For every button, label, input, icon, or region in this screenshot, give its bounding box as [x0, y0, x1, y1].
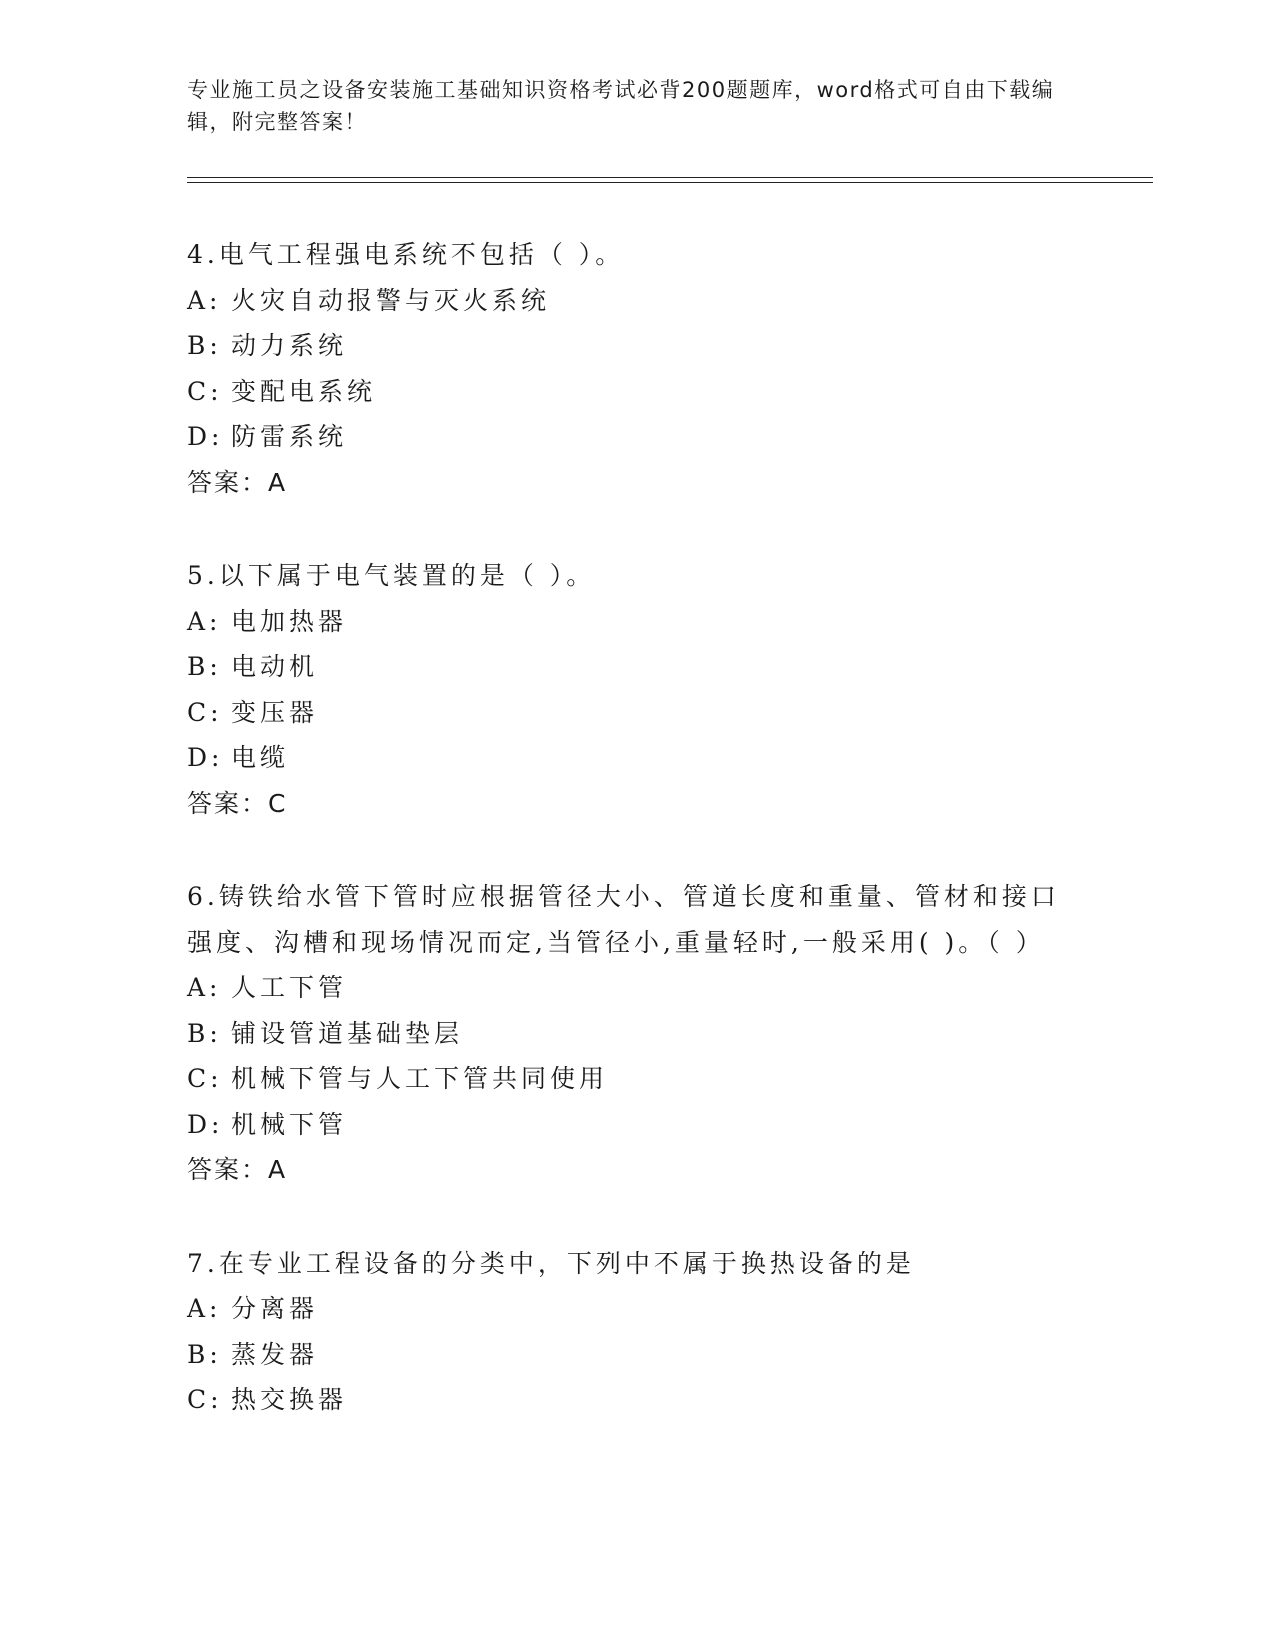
option-text: 热交换器 [231, 1385, 348, 1414]
option-letter: D: [187, 422, 224, 451]
option-letter: B: [187, 1018, 222, 1048]
option-letter: A: [187, 285, 222, 315]
option-a [187, 965, 1067, 1011]
option-letter: B: [187, 331, 222, 360]
option-text: 铺设管道基础垫层 [231, 1018, 464, 1048]
option-letter: D: [187, 743, 224, 772]
option-c [187, 369, 1067, 415]
option-text: 电加热器 [231, 606, 348, 636]
question-item [187, 553, 1067, 826]
question-text: 6.铸铁给水管下管时应根据管径大小、管道长度和重量、管材和接口强度、沟槽和现场情况而定,当管径小,重量轻时,一般采用( )。（ ） [187, 882, 1060, 957]
option-letter: A: [187, 1294, 222, 1323]
header-rule-bottom [187, 182, 1153, 183]
option-a [187, 1286, 1067, 1332]
option-d [187, 735, 1067, 781]
option-letter: C: [187, 1385, 223, 1414]
option-d [187, 1102, 1067, 1148]
option-letter: C: [187, 697, 223, 727]
question-item [187, 1241, 1067, 1423]
option-text: 蒸发器 [231, 1339, 319, 1369]
option-text: 电缆 [231, 743, 290, 772]
option-c [187, 1377, 1067, 1423]
option-b [187, 1332, 1067, 1378]
option-b [187, 1011, 1067, 1057]
question-text: 4.电气工程强电系统不包括（ ）。 [187, 240, 625, 269]
option-text: 火灾自动报警与灭火系统 [231, 285, 551, 315]
option-a [187, 278, 1067, 324]
option-c [187, 1056, 1067, 1102]
option-b [187, 644, 1067, 690]
question-list [187, 232, 1067, 1471]
option-letter: A: [187, 973, 222, 1002]
option-text: 变配电系统 [231, 376, 377, 406]
answer-line: 答案：A [187, 467, 288, 497]
answer-line: 答案：A [187, 1155, 288, 1184]
option-text: 变压器 [231, 697, 319, 727]
answer-line: 答案：C [187, 788, 288, 818]
question-text: 7.在专业工程设备的分类中，下列中不属于换热设备的是 [187, 1248, 915, 1278]
option-text: 机械下管 [231, 1109, 348, 1139]
option-letter: C: [187, 376, 223, 406]
option-b [187, 323, 1067, 369]
option-letter: A: [187, 606, 222, 636]
option-text: 电动机 [231, 652, 319, 681]
option-text: 动力系统 [231, 331, 348, 360]
option-text: 机械下管与人工下管共同使用 [231, 1064, 609, 1093]
option-text: 分离器 [231, 1294, 319, 1323]
option-letter: C: [187, 1064, 223, 1093]
question-text: 5.以下属于电气装置的是（ ）。 [187, 561, 596, 590]
option-text: 人工下管 [231, 973, 348, 1002]
option-d [187, 414, 1067, 460]
option-letter: D: [187, 1109, 224, 1139]
option-a [187, 599, 1067, 645]
document-header: 专业施工员之设备安装施工基础知识资格考试必背200题题库，word格式可自由下载编辑，附完整答案！ [187, 78, 1055, 134]
option-text: 防雷系统 [231, 422, 348, 451]
option-c [187, 690, 1067, 736]
question-item [187, 232, 1067, 505]
question-item [187, 874, 1067, 1193]
option-letter: B: [187, 652, 222, 681]
option-letter: B: [187, 1339, 222, 1369]
header-rule-top [187, 177, 1153, 178]
